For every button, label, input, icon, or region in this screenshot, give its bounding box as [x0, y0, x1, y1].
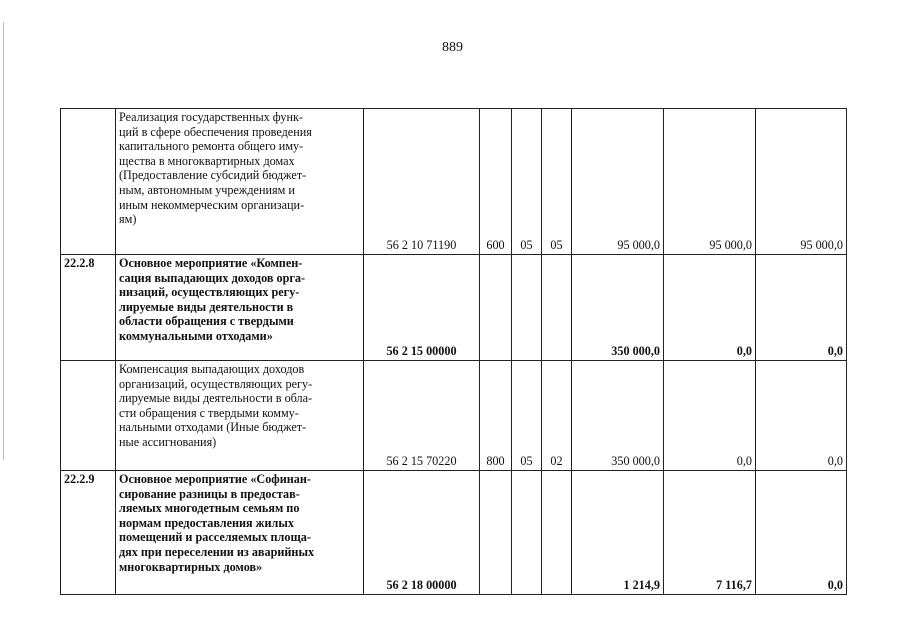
row-name-line: организаций, осуществляющих регу-	[119, 376, 313, 391]
table-row	[61, 471, 847, 595]
row-name-line: ным, автономным учреждениям и	[119, 182, 295, 197]
row-name-cell	[116, 109, 364, 255]
row-name-line: лируемые виды деятельности в обла-	[119, 391, 313, 406]
row-number-cell: 22.2.9	[61, 471, 116, 595]
expense-type-cell: 800	[480, 361, 512, 471]
amount-year2-cell: 0,0	[664, 255, 756, 361]
row-name-line: Основное мероприятие «Софинан-	[119, 472, 311, 486]
row-name-line: (Предоставление субсидий бюджет-	[119, 168, 307, 183]
amount-year1-cell: 95 000,0	[572, 109, 664, 255]
row-number-cell	[61, 361, 116, 471]
page-number: 889	[442, 40, 463, 55]
table-row	[61, 361, 847, 471]
row-name-line: сти обращения с твердыми комму-	[119, 405, 299, 420]
table-row	[61, 255, 847, 361]
row-name-cell	[116, 361, 364, 471]
expense-type-cell	[480, 471, 512, 595]
row-name-line: щества в многоквартирных домах	[119, 153, 295, 168]
row-name-line: ные ассигнования)	[119, 434, 217, 449]
amount-year2-cell: 7 116,7	[664, 471, 756, 595]
row-name-line: капитального ремонта общего иму-	[119, 139, 304, 154]
amount-year3-cell: 95 000,0	[756, 109, 847, 255]
row-number-cell	[61, 109, 116, 255]
target-code-cell: 56 2 10 71190	[364, 109, 480, 255]
section-cell: 05	[512, 361, 542, 471]
budget-table-body	[61, 109, 847, 595]
row-name-line: Реализация государственных функ-	[119, 110, 303, 124]
row-name-cell	[116, 471, 364, 595]
expense-type-cell	[480, 255, 512, 361]
amount-year3-cell: 0,0	[756, 255, 847, 361]
table-row	[61, 109, 847, 255]
section-cell: 05	[512, 109, 542, 255]
row-name-line: области обращения с твердыми	[119, 314, 294, 329]
row-name-line: нальными отходами (Иные бюджет-	[119, 420, 307, 435]
subsection-cell: 02	[542, 361, 572, 471]
row-name-line: ям)	[119, 212, 137, 227]
amount-year2-cell: 95 000,0	[664, 109, 756, 255]
row-name-line: Основное мероприятие «Компен-	[119, 256, 303, 270]
amount-year3-cell: 0,0	[756, 471, 847, 595]
row-name-line: ляемых многодетным семьям по	[119, 501, 300, 516]
target-code-cell: 56 2 15 00000	[364, 255, 480, 361]
target-code-cell: 56 2 18 00000	[364, 471, 480, 595]
row-name-cell	[116, 255, 364, 361]
subsection-cell: 05	[542, 109, 572, 255]
row-name-line: лируемые виды деятельности в	[119, 299, 294, 314]
row-name-line: сация выпадающих доходов орга-	[119, 270, 306, 285]
amount-year1-cell: 1 214,9	[572, 471, 664, 595]
row-name-line: дях при переселении из аварийных	[119, 544, 315, 559]
section-cell	[512, 471, 542, 595]
budget-table	[60, 108, 847, 595]
row-name-line: низаций, осуществляющих регу-	[119, 285, 300, 300]
target-code-cell: 56 2 15 70220	[364, 361, 480, 471]
section-cell	[512, 255, 542, 361]
row-name-line: многоквартирных домов»	[119, 559, 263, 574]
amount-year1-cell: 350 000,0	[572, 255, 664, 361]
row-number-cell: 22.2.8	[61, 255, 116, 361]
row-name-line: ций в сфере обеспечения проведения	[119, 124, 312, 139]
row-name-line: Компенсация выпадающих доходов	[119, 362, 305, 376]
amount-year1-cell: 350 000,0	[572, 361, 664, 471]
amount-year2-cell: 0,0	[664, 361, 756, 471]
row-name-line: сирование разницы в предостав-	[119, 486, 300, 501]
expense-type-cell: 600	[480, 109, 512, 255]
row-name-line: помещений и расселяемых площа-	[119, 530, 311, 545]
row-name-line: коммунальными отходами»	[119, 328, 273, 343]
scan-edge-line	[3, 22, 4, 460]
amount-year3-cell: 0,0	[756, 361, 847, 471]
subsection-cell	[542, 471, 572, 595]
row-name-line: иным некоммерческим организаци-	[119, 197, 305, 212]
subsection-cell	[542, 255, 572, 361]
row-name-line: нормам предоставления жилых	[119, 515, 294, 530]
